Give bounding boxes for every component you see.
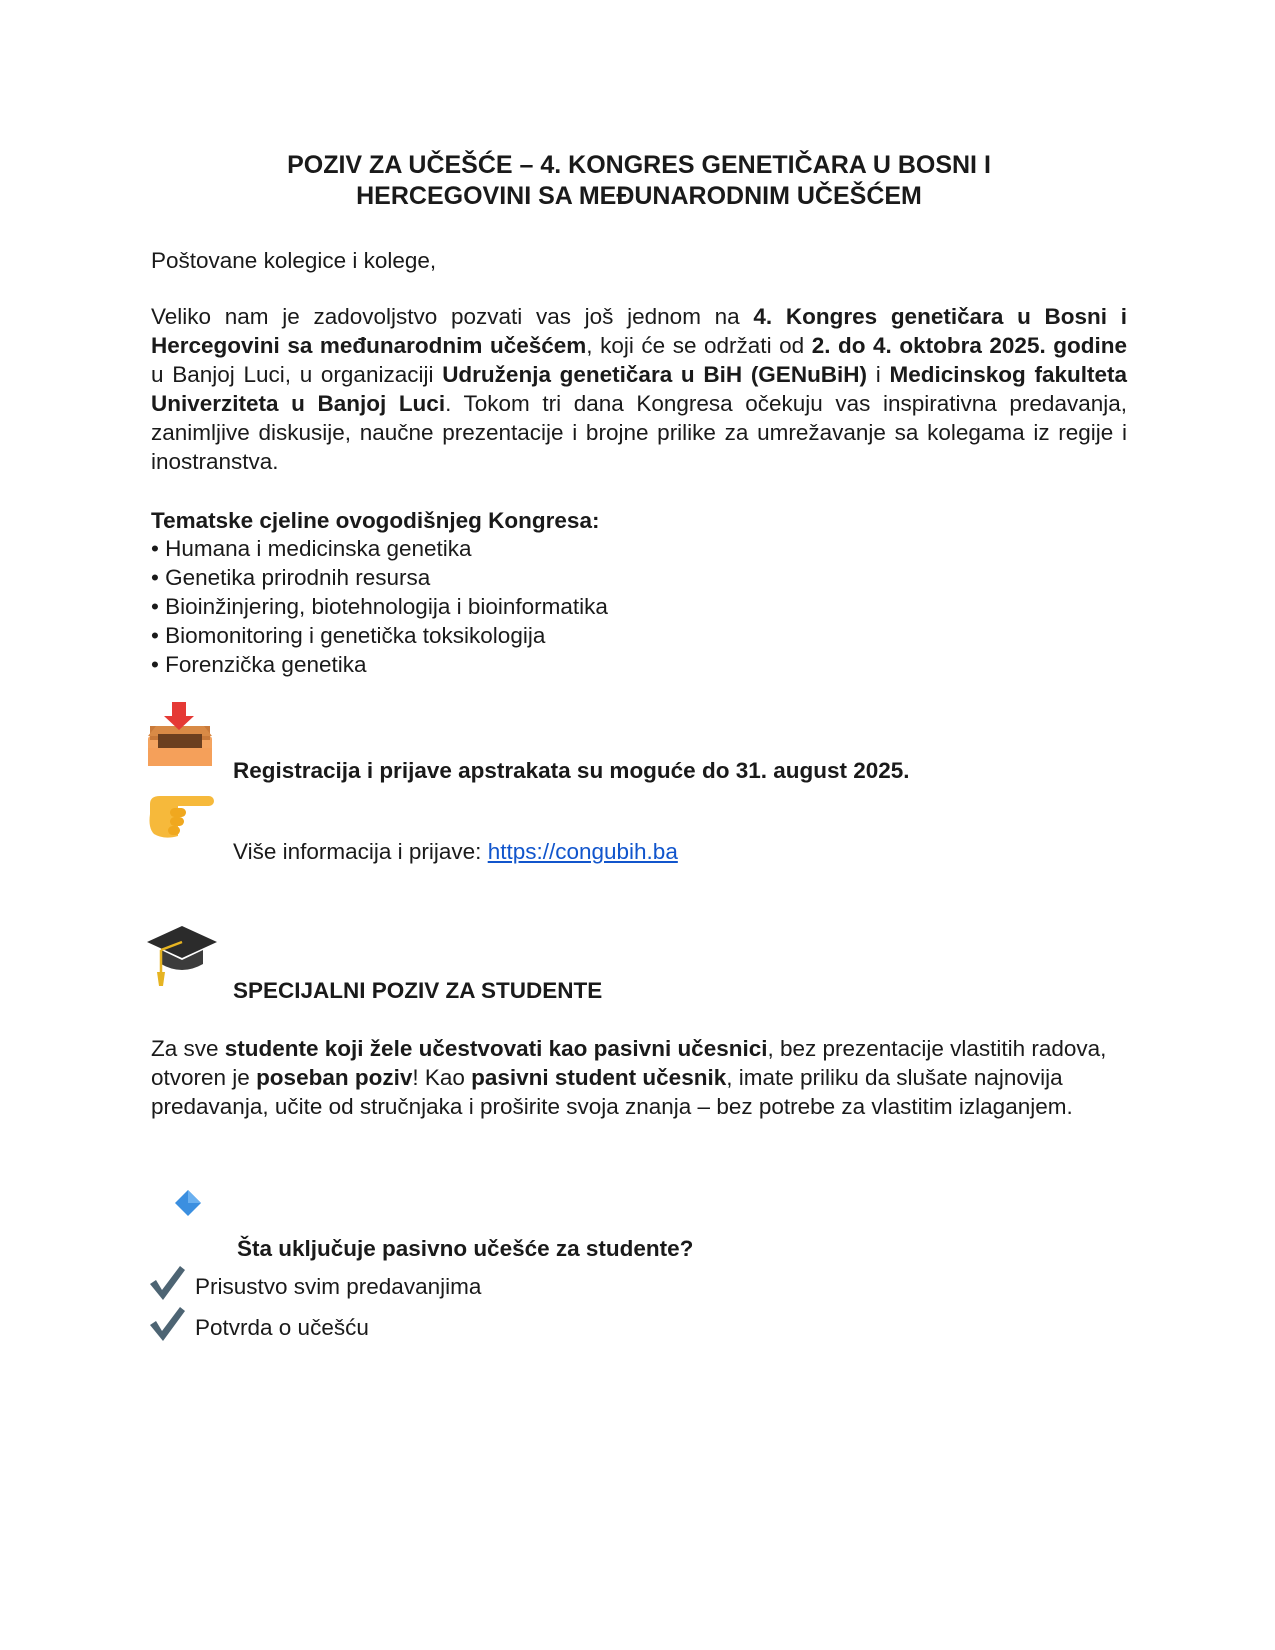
page-title: [151, 150, 1127, 212]
check-item-text: Potvrda o učešću: [195, 1315, 369, 1340]
intro-text: u Banjoj Luci, u organizaciji: [151, 362, 443, 387]
students-text: Za sve: [151, 1036, 225, 1061]
students-text: ! Kao: [412, 1065, 472, 1090]
intro-text: Veliko nam je zadovoljstvo pozvati vas još jednom na: [151, 304, 754, 329]
blue-diamond-icon: [173, 1188, 203, 1218]
inbox-tray-icon: [144, 700, 216, 772]
more-info-label: Više informacija i prijave:: [233, 839, 488, 864]
title-line-2: HERCEGOVINI SA MEĐUNARODNIM UČEŠĆEM: [356, 182, 922, 210]
check-item-text: Prisustvo svim predavanjima: [195, 1274, 482, 1299]
list-item: • Genetika prirodnih resursa: [151, 563, 608, 592]
participation-question: Šta uključuje pasivno učešće za studente?: [237, 1236, 694, 1261]
intro-organizer-2: Medicinskog fakulteta Univerziteta u Banjoj Luci: [151, 362, 1127, 416]
intro-text: , koji će se održati od: [586, 333, 812, 358]
intro-organizer-1: Udruženja genetičara u BiH (GENuBiH): [442, 362, 868, 387]
registration-deadline: Registracija i prijave apstrakata su moguće do 31. august 2025.: [233, 758, 910, 783]
topics-heading: Tematske cjeline ovogodišnjeg Kongresa:: [151, 508, 600, 533]
title-line-1: POZIV ZA UČEŠĆE – 4. KONGRES GENETIČARA U BOSNI I: [287, 151, 991, 179]
pointing-hand-icon: [144, 784, 216, 844]
graduation-cap-icon: [145, 922, 219, 990]
special-call-heading: SPECIJALNI POZIV ZA STUDENTE: [233, 978, 603, 1003]
students-text: , bez prezentacije vlastitih radova, otvoren je: [151, 1036, 1107, 1090]
congress-website-link[interactable]: https://congubih.ba: [487, 839, 678, 864]
intro-date: 2. do 4. oktobra 2025. godine: [811, 333, 1127, 358]
students-emphasis: poseban poziv: [256, 1065, 413, 1090]
greeting: Poštovane kolegice i kolege,: [151, 248, 437, 273]
more-info: [233, 839, 678, 865]
topics-list: [151, 534, 608, 679]
intro-paragraph: [151, 302, 1127, 476]
students-paragraph: [151, 1034, 1127, 1121]
students-emphasis: pasivni student učesnik: [471, 1065, 727, 1090]
intro-text: i: [867, 362, 890, 387]
students-text: , imate priliku da slušate najnovija predavanja, učite od stručnjaka i proširite svoja znanja – bez potrebe za vlastitim izlaganjem.: [151, 1065, 1073, 1119]
check-mark-icon: [147, 1305, 187, 1343]
list-item: • Biomonitoring i genetička toksikologija: [151, 621, 608, 650]
intro-text: . Tokom tri dana Kongresa očekuju vas inspirativna predavanja, zanimljive diskusije, naučne prezentacije i brojne prilike za umrežavanje sa kolegama iz regije i inostranstva.: [151, 391, 1128, 474]
students-emphasis: studente koji žele učestvovati kao pasivni učesnici: [224, 1036, 768, 1061]
list-item: • Forenzička genetika: [151, 650, 608, 679]
list-item: • Humana i medicinska genetika: [151, 534, 608, 563]
intro-congress-name: 4. Kongres genetičara u Bosni i Hercegovini sa međunarodnim učešćem: [151, 304, 1127, 358]
check-mark-icon: [147, 1264, 187, 1302]
list-item: • Bioinžinjering, biotehnologija i bioinformatika: [151, 592, 608, 621]
